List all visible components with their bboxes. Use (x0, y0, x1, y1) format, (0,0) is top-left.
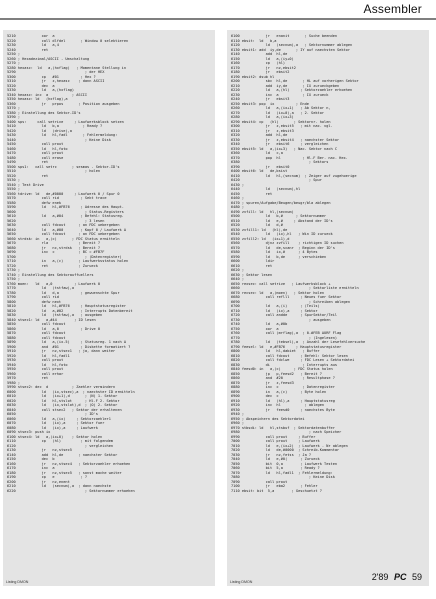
code-line: 5990 stsec2: dec d ; Zaehler vermindern (7, 385, 116, 389)
code-line: 5790 call rid (7, 295, 59, 299)
code-line: 6290 ebsit4: cp (hl) ; Sektornr. holen (231, 119, 331, 124)
magazine-logo: PC (393, 572, 407, 582)
code-line: 6570 ld de,scanr ; Beginn der ID's (231, 245, 335, 250)
code-line: 6210 add iy,de ; IX zurueckgeben (231, 83, 340, 88)
code-line: 6320 add hl,de (231, 133, 288, 137)
code-line: 6310 jr z,ebsit3 (231, 128, 294, 133)
code-line: 5840 stsec1: ld a,#44 ; ID lesen (7, 317, 96, 322)
code-line: 6960 ; (231, 421, 244, 425)
code-line: 6220 ld a,(hl) ; Sektorzaehler erhoehen (231, 88, 353, 92)
code-line: 7010 ld e,(ix+2) ; Laufwerk - Nr ablegen (231, 443, 348, 448)
code-line: 5900 and #01 ; Diskette formatiert ? (7, 344, 131, 349)
code-line: 5450 call prout (7, 142, 64, 146)
header-rule (0, 18, 436, 20)
code-line: 6020 ld hl,stslot ; Hl.F 2. Sektor (7, 398, 120, 403)
code-line: 6120 ; vergleichen (7, 443, 114, 448)
code-line: 5780 ld d,a ; gewuenschte Spur (7, 290, 120, 295)
code-line: 6590 ld b,de ; verschieben (231, 254, 327, 259)
code-line: 6010 ld (ix+1),d ; (N) 1. Sektor (7, 394, 118, 398)
code-line: 5220 call dlfdel ; Window 0 selektieren (7, 38, 129, 43)
code-line: 7110 ebsit: bit 5,a ; Geschuetzt ? (231, 488, 322, 493)
code-line: 5850 call fdcout (7, 322, 66, 326)
code-line: 5420 ld (drive),a (7, 128, 72, 133)
code-line: 5340 hexasc: inc a ; ASCII (7, 92, 88, 97)
code-line: 6430 ; (231, 182, 244, 187)
code-line: 7090 call prout (231, 479, 288, 484)
code-line: 5550 ; (7, 187, 20, 191)
code-line: 6770 ; (Ingelesen) (231, 335, 338, 340)
code-line: 6120 ld (secnum),a ; Sektornummer ablegen (231, 43, 353, 47)
code-line: 6780 ld (tebsel),a ; Anzahl der Lesefehlversuche (231, 340, 366, 344)
code-line: 6630 ; Sektor lesen (231, 272, 273, 277)
code-line: 7060 bit 5,a ; Ready ? (231, 466, 320, 470)
code-line: 6810 call fdcout ; Befehl: Sektor lesen (231, 353, 348, 358)
code-line: 6400 ebsit6: ld de,bsist (231, 169, 288, 173)
code-line: 6560 djnz zvfill ; richtigen ID suchen (231, 241, 344, 245)
code-line: 5510 ; holen (7, 169, 101, 173)
code-line: 7100 jr eba2 ; Fehler (231, 484, 318, 488)
code-line: 5800 defw next (7, 299, 62, 304)
page-footer (372, 572, 422, 582)
code-line: 5690 inc c ; BC = #FB7F (7, 250, 105, 254)
code-line: 6130 ebsit1: add iy,de ; IY auf naechsten Sektor (231, 47, 350, 52)
code-line: 6800 ld hl,dabiet ; Buffer (231, 349, 320, 353)
code-line: 6180 jr nz,stsec5 ; sonst mache weiter (7, 470, 122, 475)
code-line: 5770 ld (tstfaw),a (7, 286, 75, 290)
code-line: 5740 ; Einstellung des Sektorauffuellers (7, 272, 94, 277)
code-line: 6610 ret (231, 263, 273, 268)
code-line: 6220 ; Sektornummer erhoehen (7, 488, 135, 493)
page-number: 59 (411, 572, 422, 582)
code-line: 6640 ; (231, 277, 244, 281)
code-listing (7, 34, 211, 493)
code-line: 6180 jr ebsit2 (231, 70, 290, 74)
code-line: 6380 ; Sektors (231, 160, 329, 164)
code-line: 6550 zvfill2: ld (ix+1),d (231, 236, 290, 241)
code-line: 6910 ld (hl),a ; Hauptstatusreg (231, 398, 335, 403)
code-line: 6720 call andde ; SpurSektor/Teil (231, 313, 338, 317)
code-line: 6410 ld hl,(secnum) ; Zeiger auf zugehoerige (231, 173, 357, 178)
code-line: 5710 in a,(c) ; Laufwerksstatus holen (7, 259, 129, 263)
code-line: 5630 call fdcout ; an FDC uebergeben (7, 223, 120, 227)
code-line: 7050 bit 0,a ; Laufwerk Testen (231, 461, 338, 466)
code-line: 5660 strdsk: in a,(c) ; FDC Status ermitteln (7, 236, 120, 241)
code-line: 6500 ld b,# ; Sektornummer (231, 214, 327, 218)
code-line: 6870 jr z,feesd3 (231, 380, 294, 385)
code-line: 5890 ld a,(ix-5) ; Statusreg. 1 nach A (7, 340, 126, 344)
code-line: 5300 cp #01 ; Hex ? (7, 74, 96, 79)
code-line: 6140 add hl,de (231, 52, 288, 56)
code-line: 6690 ; Schreiben ablegen (231, 299, 350, 304)
code-line: 5370 ; (7, 106, 20, 110)
code-line: 6420 ; Spur (231, 178, 322, 182)
code-line: 6660 ; Sektorliste ermitteln (231, 286, 359, 290)
code-line: 5640 ld a,#00 ; Kopf 0 / Laufwerk A (7, 227, 126, 232)
code-line: 7040 ld e,#0( ; Zurueck (231, 457, 320, 461)
code-line: 6170 jr nz,ebsit2 (231, 65, 296, 70)
code-line: 6390 jr ebsit0 (231, 164, 290, 169)
code-line: 5620 ; 3 lesen (7, 218, 105, 223)
listing-caption: Listing DMON (230, 580, 253, 584)
code-line: 6880 inc c ; Datenregister (231, 385, 335, 389)
code-line: 5910 jr nz,stsec1 ; ja, dann weiter (7, 349, 116, 353)
code-line: 6360 ld c,a (231, 151, 283, 155)
code-line: 6470 ; spuren/Aufgabe/Beugen/beugr/bla ablegen (231, 200, 331, 205)
code-line: 6210 ld (secnum),a ; dann naechste (7, 484, 111, 488)
code-line: 6170 inc a (7, 466, 55, 470)
page-header (0, 0, 436, 20)
code-line: 6140 add hl,de ; naechster Sektor (7, 452, 118, 457)
code-line: 6070 ld (ix),a ; Sektor fuer (7, 421, 105, 425)
code-line: 6450 ret (231, 191, 273, 196)
code-line: 6110 ebsit: ld b,a (231, 38, 277, 43)
code-line: 6650 rexsec: call setrive ; Laufwerksblock + (231, 281, 331, 286)
code-line: 6740 ld a,#0b (231, 322, 288, 326)
code-line: 6110 cp (hl) ; mit folgendem (7, 439, 114, 443)
code-line: 7030 jr nz,fetss ; Ja ? (231, 452, 312, 457)
code-line: 6130 jr nz,stsec5 (7, 448, 72, 452)
code-line: 6950 ; Abspeichern des Sektordatei (231, 416, 305, 421)
code-line: 6920 inc hl ; ablegen (231, 403, 325, 407)
code-line: 6930 jr feesd0 ; naechstes Byte (231, 407, 335, 412)
code-line: 6100 jr enanit ; Suche beenden (231, 34, 338, 38)
code-line: 6230 inc a ; IX zurueck (231, 92, 329, 97)
code-line: 5540 ; Test Drive (7, 182, 44, 187)
code-line: 5530 ; (7, 178, 20, 182)
code-line: 5490 ret (7, 160, 49, 164)
code-line: 5730 ; (7, 268, 20, 272)
code-line: 5520 ret (7, 173, 49, 178)
code-line: 5760 moen: ld a,0 ; Laufwerk 0 (7, 281, 101, 286)
code-line: 5480 call erase (7, 155, 64, 160)
code-line: 6980 ; nach Speicher (231, 430, 342, 434)
code-line: 5950 call prout (7, 367, 64, 371)
code-line: 6080 ld (ix),a ; Laufwerk (7, 425, 98, 430)
code-line: 5320 dec a (7, 83, 55, 88)
code-line: 6350 ebsit5: ld a,(ix+3) ; Nac. Sektor nach C (231, 146, 338, 151)
code-line: 5830 ld (tstfaw),a ; ausgeben (7, 313, 103, 317)
code-line: 6150 dec b (7, 457, 55, 461)
code-line: 6860 and #20 ; Resultphase ? (231, 376, 335, 380)
code-line: 6830 di ; Interrupts aus (231, 362, 338, 367)
code-line: 5970 ret (7, 376, 49, 380)
code-line: 6730 ; ausgeben (231, 317, 331, 322)
code-line: 6460 ; (231, 196, 244, 200)
code-line: 6490 zvfill: ld hl,(secnum) (231, 209, 294, 214)
code-line: 6520 ld d,# (231, 223, 283, 227)
code-line: 5600 ; Status-Registers (7, 209, 124, 214)
code-line: 6750 xor a (231, 326, 279, 331)
code-line: 6340 jr ebsit6 ; vergleichen (231, 142, 329, 146)
code-line: 5570 call rid ; Sekt trace (7, 196, 107, 200)
code-line: 7000 call prout ; Laufwerk (231, 439, 320, 443)
code-line: 7020 ld de,#0000 ; Schreib-Kommentar (231, 448, 340, 452)
code-line: 5350 hexasc: ld (hxflag),a (7, 97, 68, 101)
code-line: 5440 ; Keine Disk (7, 137, 111, 142)
code-line: 6940 ; (231, 412, 244, 416)
code-line: 5380 ; Einstellung des Sektor-ID's (7, 110, 81, 115)
code-line: 6330 jr z,ebsit4 ; naechster Sektor (231, 137, 340, 142)
code-line: 6840 feesd0: in a,(c) ; FDC Status holen (231, 367, 333, 371)
code-line: 5820 ld a,#02 ; Interrupts Datenbereit (7, 308, 133, 313)
code-line: 6540 ld (ix),hl ; Win ID zurueck (231, 232, 333, 236)
code-line: 6190 ebsit2: dsub hl (231, 74, 275, 79)
code-line: 6680 call reflll ; Neues fuer Sektor (231, 295, 342, 299)
code-line: 6530 zvfill1: ld (hl),de (231, 227, 288, 232)
code-line: 6050 ; ID's (7, 412, 98, 416)
code-line: 6030 ld (ix,stslot),d ; (O) 2. Sektor (7, 403, 118, 407)
code-line: 5230 ld a,4 (7, 43, 59, 47)
code-line: 6200 sbc hl,de ; HL auf vorherigen Sektor (231, 79, 359, 83)
code-line: 6510 ld e,# ; Abstand der ID's (231, 218, 333, 223)
code-line: 5390 ; (7, 115, 20, 119)
code-line: 6370 pop hl ; Hl.F Ber. nac. Hex. (231, 155, 348, 160)
issue-number: 2'89 (371, 572, 389, 582)
code-line: 6280 ld a,(ix+3) (231, 115, 294, 119)
code-line: 5590 ld hl,#FB76 ; Adresse des Haupt- (7, 205, 124, 209)
code-line: 5750 ; (7, 277, 20, 281)
code-line: 5810 ld hl,#FB76 ; Hauptstatusregister (7, 304, 126, 308)
code-line: 6440 ld (secnum),hl (231, 187, 301, 191)
code-line: 6820 call fdclwe ; FDC Lesen + Sektordatei (231, 358, 355, 362)
code-line: 6620 ; (231, 268, 244, 272)
code-line: 6480 ; (231, 205, 244, 209)
code-line: 6160 jr nz,stsec4 ; Sektorzaehler erhoehen (7, 461, 131, 466)
code-line: 5260 ; Hexadezimal/ASCII - Umschaltung (7, 56, 90, 61)
code-line: 5700 ; (Datenregister) (7, 254, 122, 259)
code-line: 6100 stsec4: ld a,(ix+0) ; Sektor holen (7, 434, 103, 439)
code-line: 6060 ld a,(ix) ; Sektorzaehler1 (7, 416, 111, 421)
code-line: 5240 ret (7, 47, 49, 52)
code-line: 6190 cp e ; ? (7, 475, 88, 479)
code-line: 6900 dec c (231, 394, 279, 398)
code-line: 6250 ebsit3: pop ix ; Ende (231, 101, 309, 106)
code-line: 5270 ; (7, 61, 20, 65)
code-line: 5870 call fdcout (7, 331, 66, 335)
code-line: 6990 call prout ; Buffer (231, 434, 316, 439)
code-line: 5330 ld a,(hxflag) (7, 88, 75, 92)
code-line: 5250 ; (7, 52, 20, 56)
code-line: 5720 ret ; Zurueck (7, 263, 98, 268)
code-line: 6150 ld a,(iy+0) (231, 56, 294, 61)
code-listing (231, 34, 425, 493)
listing-caption: Listing DMON (6, 580, 29, 584)
code-line: 5960 call erhar (7, 371, 64, 376)
code-line: 5650 call fdcout ; an FDC uebergeben (7, 232, 120, 236)
code-line: 6850 jp p,feesd2 ; Bereit ? (231, 371, 322, 376)
code-line: 5500 sps1: call setrc ; sesmas - Sektor-ID's (7, 164, 120, 169)
code-line: 5580 defw enek (7, 200, 62, 205)
code-line: 6700 ld a,(i) ; (Teils) (231, 304, 320, 308)
code-line: 5980 ; (7, 380, 20, 385)
code-line: 7080 ; Keine Disk (231, 475, 335, 479)
code-line: 5210 xor a (7, 34, 55, 38)
code-line: 6160 cp (hl) (231, 61, 286, 65)
code-line: 5360 jr prpos ; Position ausgeben (7, 101, 120, 106)
code-line: 5860 ld a,0 ; Drive 0 (7, 326, 101, 331)
listing-panel-left (3, 30, 215, 586)
code-line: 6600 ldir (231, 259, 275, 263)
code-line: 6710 ld (ix),a ; Sektor (231, 308, 318, 313)
code-line: 6040 call stsec2 ; Sektor der erhaltenen (7, 407, 122, 412)
code-line: 6300 jr z,ebsit5 ; mit nac. vgl. (231, 124, 333, 128)
code-line: 5430 ld hl,fadl ; Fehlermeldung: (7, 133, 118, 137)
code-line: 6580 ld ix,# ; 4 Bytes (231, 250, 318, 254)
code-line: 5940 ld hl,foto (7, 362, 68, 367)
section-title: Assembler (363, 2, 422, 16)
code-line: 6200 jr nz,enent (7, 479, 70, 484)
code-line: 5920 ld hl,fadl1 (7, 353, 70, 358)
code-line: 5560 tdrive: ld de,#0000 ; Laufwerk 0 / Spur 0 (7, 191, 120, 196)
code-line: 5310 jr z,hexasc ; dann ASCII (7, 79, 105, 83)
code-line: 5670 rla ; Bereit ? (7, 241, 101, 245)
code-line: 6240 jr ebsit3 (231, 97, 290, 101)
code-line: 6090 stsec3: push ix (7, 430, 51, 434)
code-line: 5290 ; der HEX (7, 70, 105, 74)
code-line: 6000 ld (ix,stsec),a ; naechster ID ermitteln (7, 389, 135, 394)
code-line: 5400 sps: call setrive ; Laufwerksblock setzen (7, 119, 124, 124)
listing-panel-right (227, 30, 429, 586)
code-line: 6890 in a,(c) ; Byte holen (231, 389, 327, 394)
code-line: 6270 ld (ix+0),a ; 2. Sektor (231, 110, 325, 115)
code-line: 5460 ld hl,foto (7, 146, 68, 151)
code-line: 7070 ld hl,fadl1 ; Fehlermeldung: (231, 470, 333, 475)
code-line: 6970 stbsdi: ld hl,stsbuf ; Sektordatenbuffer (231, 425, 335, 430)
code-line: 6790 feesel: ld e,#FB76 ; Hauptstatusregister (231, 344, 342, 349)
code-line: 5610 ld a,#04 ; Befehl: Statusreg. (7, 214, 124, 218)
code-line: 5930 call prout (7, 358, 64, 362)
code-line: 5470 call prout (7, 151, 64, 155)
code-line: 6260 ld a,(ix+1) ; Ab Sektor n, (231, 106, 331, 110)
code-line: 5410 ld b,a ; Ready ? (7, 124, 103, 128)
code-line: 5280 hexasc: ld a,(hxflag) ; Momentane Stellung in (7, 65, 126, 70)
code-line: 5880 call fdcout (7, 335, 66, 340)
code-line: 6670 recsec: ld a,(moen) ; Sektor holen (231, 290, 325, 295)
code-line: 5680 jr nc,strdsk ; Bereit ? (7, 245, 101, 250)
code-line: 6760 call (mrflag),a ; 0-#FEB AURF Flag (231, 331, 342, 335)
